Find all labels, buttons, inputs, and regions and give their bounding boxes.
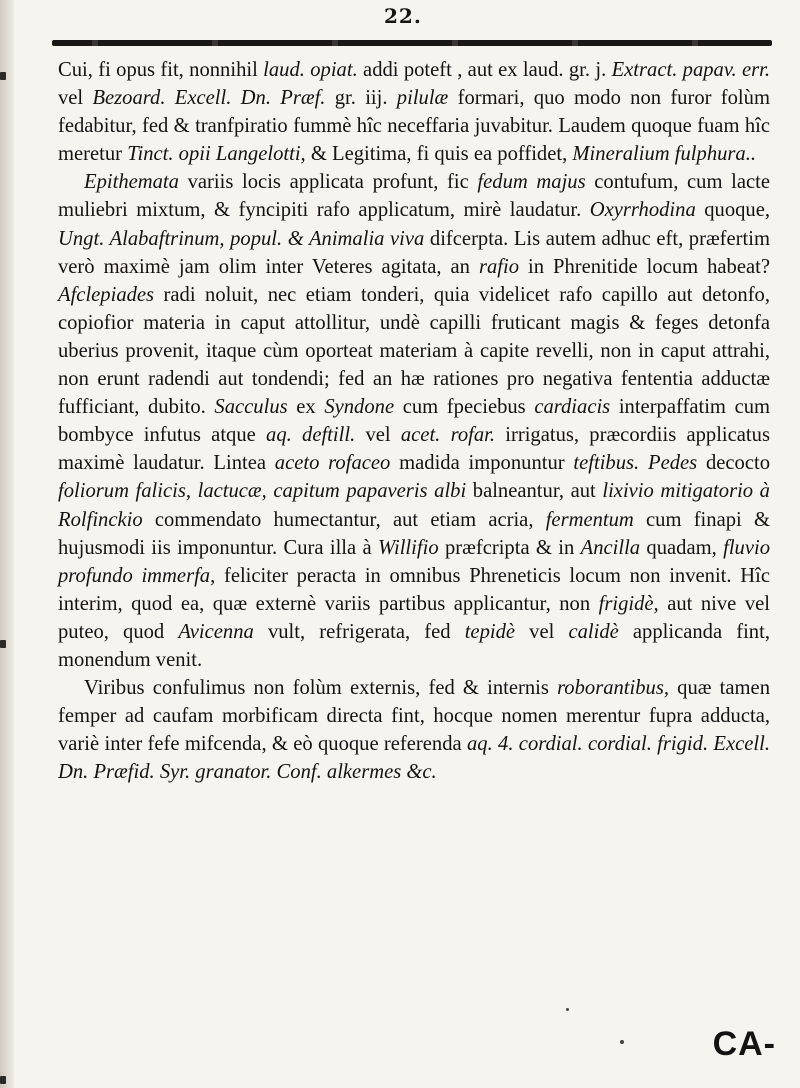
italic-term: calidè: [568, 620, 619, 643]
gutter-mark: [0, 1076, 6, 1084]
gutter-mark: [0, 640, 6, 648]
paragraph-1: [58, 56, 770, 168]
ink-speck: [620, 1040, 624, 1044]
text-run: commendato humectantur, aut etiam acria,: [142, 508, 546, 531]
text-run: quoque,: [695, 199, 771, 222]
text-run: quadam,: [640, 536, 724, 559]
text-run: aut nive vel puteo, quod: [58, 592, 770, 643]
ink-speck: [566, 1008, 569, 1011]
italic-term: Avicenna: [178, 620, 254, 643]
text-run: in Phrenitide locum habeat?: [519, 255, 770, 278]
text-run: gr. iij.: [325, 87, 397, 110]
paragraph-3: [58, 674, 770, 786]
italic-term: Willifio: [377, 536, 439, 559]
italic-term: aq. 4. cordial. cordial. frigid. Excell. Dn. Præfid. Syr. granator. Conf. alkermes &c.: [58, 733, 770, 784]
text-run: præfcripta & in: [438, 536, 581, 559]
italic-term: rafio: [478, 255, 519, 278]
catchword: CA-: [712, 1025, 776, 1063]
text-run: cum fpeciebus: [394, 396, 535, 419]
italic-term: Epithemata: [84, 171, 179, 194]
text-run: [639, 452, 648, 474]
italic-term: laud. opiat.: [263, 59, 358, 81]
italic-term: fermentum: [545, 508, 634, 531]
page-number: 22.: [384, 4, 422, 28]
gutter-mark: [0, 72, 6, 80]
italic-term: Extract. papav. err.: [611, 59, 770, 81]
text-run: interpaffatim cum bombyce infutus atque: [58, 396, 771, 447]
italic-term: Sacculus: [214, 396, 288, 419]
italic-term: Syndone: [324, 396, 395, 419]
text-run: difcerpta. Lis autem adhuc eft, præfertim verò maximè jam olim inter Veteres agitata, an: [58, 227, 770, 278]
italic-term: Tinct. opii Langelotti,: [127, 143, 306, 166]
italic-term: lixivio mitigatorio à Rolfinckio: [58, 480, 770, 531]
italic-term: Afclepiades: [58, 283, 155, 306]
italic-term: tepidè: [464, 620, 516, 643]
binding-gutter: [0, 0, 14, 1088]
italic-term: cardiacis: [534, 396, 611, 419]
italic-term: aceto rofaceo: [274, 452, 391, 475]
italic-term: Ungt. Alabaftrinum, popul. & Animalia viva: [58, 227, 425, 250]
text-run: contufum, cum lacte muliebri mixtum, & fyncipiti rafo applicatum, mirè laudatur.: [58, 171, 770, 222]
paragraph-2: [58, 168, 770, 674]
text-run: vel: [515, 620, 569, 643]
italic-term: foliorum falicis, lactucæ, capitum papaveris albi: [58, 480, 467, 503]
italic-term: teftibus.: [573, 452, 640, 475]
italic-term: frigidè,: [598, 592, 659, 615]
header-rule: [52, 40, 772, 46]
text-run: decocto: [697, 452, 770, 475]
italic-term: pilulæ: [396, 87, 449, 110]
text-run: Viribus confulimus non folùm externis, fed & internis: [84, 677, 558, 700]
italic-term: Ancilla: [580, 536, 641, 559]
text-run: balneantur, aut: [466, 480, 603, 503]
italic-term: Oxyrrhodina: [589, 199, 696, 222]
text-run: vult, refrigerata, fed: [253, 620, 465, 643]
text-run: Cui, fi opus fit, nonnihil: [58, 59, 264, 81]
italic-term: Bezoard. Excell. Dn. Præf.: [92, 87, 326, 110]
italic-term: Mineralium fulphura..: [572, 143, 757, 166]
text-run: vel: [58, 87, 93, 110]
italic-term: acet. rofar.: [400, 424, 496, 447]
body-text: [58, 56, 770, 786]
text-run: vel: [355, 424, 401, 447]
text-run: madida imponuntur: [390, 452, 574, 475]
text-run: irrigatus, præcordiis applicatus maximè laudatur. Lintea: [58, 424, 770, 475]
text-run: formari, quo modo non furor folùm fedabitur, fed & tranfpiratio fummè hîc neceffaria juvabitur. Laudem quoque fuam hîc meretur: [58, 87, 770, 166]
italic-term: fedum majus: [477, 171, 586, 194]
text-run: variis locis applicata profunt, fic: [178, 171, 478, 194]
text-run: feliciter peracta in omnibus Phreneticis locum non invenit. Hîc interim, quod ea, quæ externè variis partibus applicantur, non: [58, 564, 770, 615]
text-run: radi noluit, nec etiam tonderi, quia videlicet rafo capillo aut detonfo, copiofior materia in caput attollitur, undè capilli fruticant magis & feges detonfa uberius provenit, itaque cùm oporteat materiam à capite revelli, non in caput attrahi, non erunt radendi aut tondendi; fed an hæ rationes pro negativa fententia adductæ fufficiant, dubito.: [58, 283, 770, 419]
italic-term: Pedes: [648, 452, 698, 475]
text-run: quæ tamen femper ad caufam morbificam directa fint, hocque nomen merentur fupra adducta, variè inter fefe mifcenda, & eò quoque referenda: [58, 677, 770, 756]
text-run: applicanda fint, monendum venit.: [58, 620, 770, 671]
italic-term: roborantibus,: [557, 677, 670, 700]
text-run: ex: [287, 396, 325, 419]
italic-term: fluvio profundo immerfa,: [58, 536, 770, 587]
text-run: & Legitima, fi quis ea poffidet,: [305, 143, 573, 166]
text-run: addi poteft , aut ex laud. gr. j.: [357, 59, 612, 81]
text-run: cum finapi & hujusmodi iis imponuntur. Cura illa à: [58, 508, 770, 559]
italic-term: aq. deftill.: [266, 424, 356, 447]
